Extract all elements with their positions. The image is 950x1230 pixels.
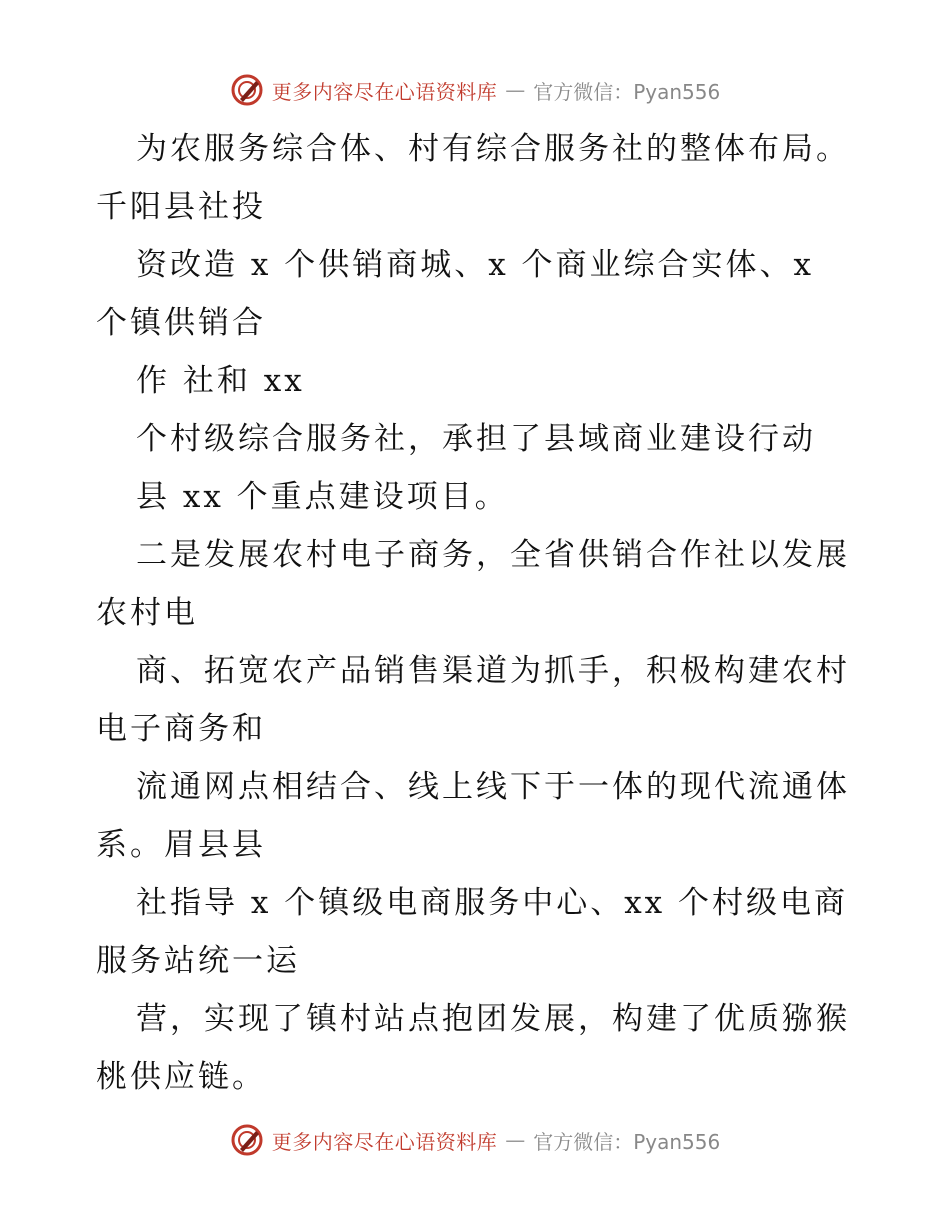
watermark-wechat: 官方微信：Pyan556 — [533, 1129, 721, 1154]
text-line: 个镇供销合 — [96, 305, 266, 341]
text-line: 桃供应链。 — [96, 1059, 266, 1095]
watermark-separator: — — [505, 1128, 526, 1152]
watermark-separator: — — [505, 78, 526, 102]
text-line: 千阳县社投 — [96, 189, 266, 225]
brush-logo-icon — [230, 1123, 264, 1157]
brush-logo-icon — [230, 73, 264, 107]
text-line: 服务站统一运 — [96, 943, 300, 979]
text-line: 农村电 — [96, 595, 198, 631]
text-line: 资改造 x 个供销商城、x 个商业综合实体、x — [136, 247, 815, 283]
header-watermark — [0, 70, 950, 110]
text-line: 作 社和 xx — [136, 363, 305, 399]
watermark-wechat: 官方微信：Pyan556 — [533, 79, 721, 104]
text-line: 营，实现了镇村站点抱团发展，构建了优质猕猴 — [136, 1001, 850, 1037]
text-line: 为农服务综合体、村有综合服务社的整体布局。 — [136, 131, 850, 167]
text-line: 流通网点相结合、线上线下于一体的现代流通体 — [136, 769, 850, 805]
text-line: 个村级综合服务社，承担了县域商业建设行动 — [136, 421, 816, 457]
text-line: 商、拓宽农产品销售渠道为抓手，积极构建农村 — [136, 653, 850, 689]
document-body — [96, 120, 866, 1106]
watermark-text: 更多内容尽在心语资料库 — [271, 1129, 498, 1154]
text-line: 电子商务和 — [96, 711, 266, 747]
text-line: 系。眉县县 — [96, 827, 266, 863]
watermark-text: 更多内容尽在心语资料库 — [271, 79, 498, 104]
text-line: 社指导 x 个镇级电商服务中心、xx 个村级电商 — [136, 885, 849, 921]
text-line: 县 xx 个重点建设项目。 — [136, 479, 509, 515]
footer-watermark — [0, 1120, 950, 1160]
text-line: 二是发展农村电子商务，全省供销合作社以发展 — [136, 537, 850, 573]
